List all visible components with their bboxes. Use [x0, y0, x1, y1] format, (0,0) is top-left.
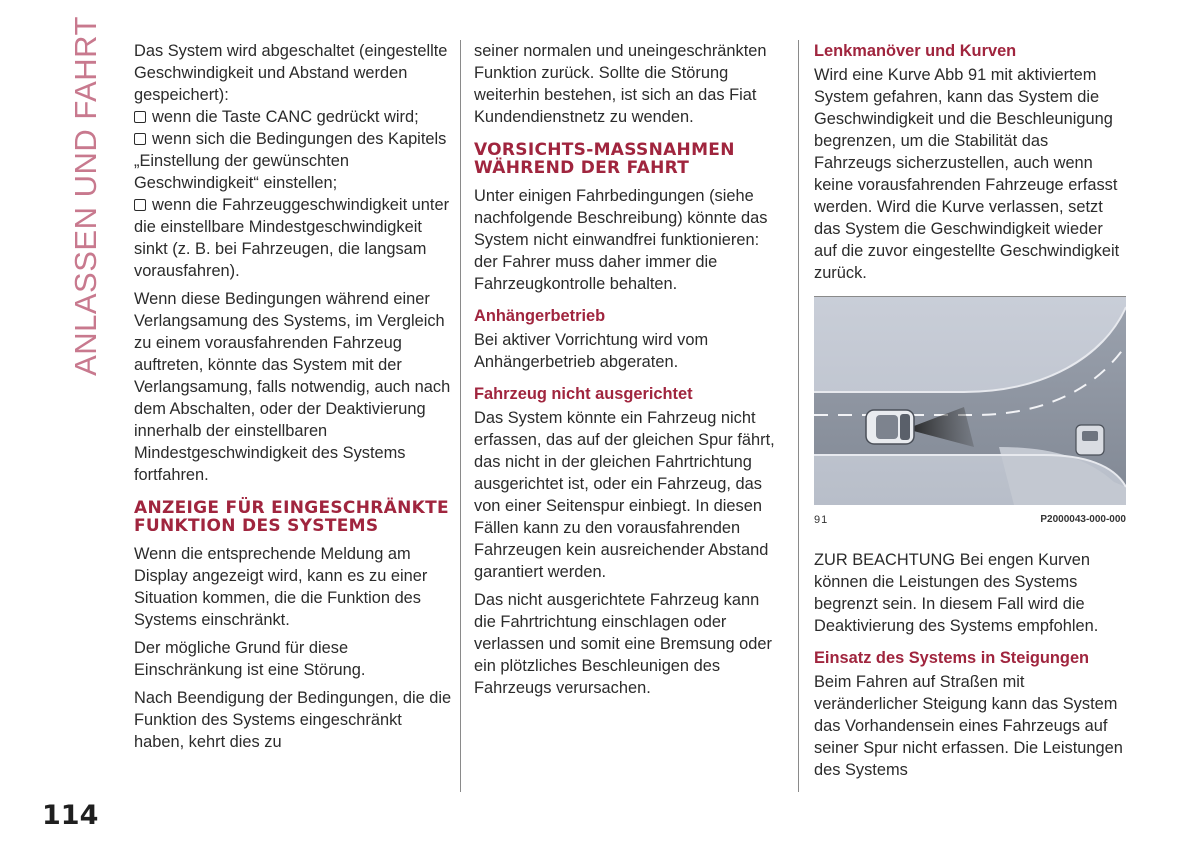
column-3: [814, 40, 1126, 787]
checkbox-bullet-icon: [134, 111, 146, 123]
heading: ANZEIGE FÜR EINGESCHRÄNKTE FUNKTION DES SYSTEMS: [134, 498, 449, 536]
vehicle-ahead-icon: [1076, 425, 1104, 455]
bullet-item: wenn sich die Bedingungen des Kapitels „Einstellung der gewünschten Geschwindigkeit“ einstellen;: [134, 130, 447, 192]
paragraph: Das nicht ausgerichtete Fahrzeug kann die Fahrtrichtung einschlagen oder verlassen und somit eine Bremsung oder ein plötzliches Beschleunigen des Fahrzeugs verursachen.: [474, 591, 772, 697]
heading: VORSICHTS-MASSNAHMEN WÄHREND DER FAHRT: [474, 140, 735, 178]
paragraph: Wird eine Kurve Abb 91 mit aktiviertem System gefahren, kann das System die Geschwindigkeit und die Beschleunigung begrenzen, um die Stabilität das Fahrzeugs sicherzustellen, auch wenn keine vorausfahrenden Fahrzeuge erfasst werden. Wird die Kurve verlassen, setzt das System die Geschwindigkeit wieder auf die zuvor eingestellte Geschwindigkeit zurück.: [814, 66, 1120, 282]
paragraph: ZUR BEACHTUNG Bei engen Kurven können die Leistungen des Systems begrenzt sein. In diesem Fall wird die Deaktivierung des Systems empfohlen.: [814, 551, 1099, 635]
column-1: [134, 40, 452, 759]
section-title: ANLASSEN UND FAHRT: [68, 16, 103, 376]
figure-code: P2000043-000-000: [1040, 514, 1126, 525]
paragraph: seiner normalen und uneingeschränkten Funktion zurück. Sollte die Störung weiterhin bestehen, ist sich an das Fiat Kundendienstnetz zu wenden.: [474, 42, 767, 126]
paragraph: Das System könnte ein Fahrzeug nicht erfassen, das auf der gleichen Spur fährt, das nicht in der gleichen Fahrtrichtung ausgerichtet ist, oder ein Fahrzeug, das von einer Seitenspur einbiegt. In diesen Fällen kann zu den vorausfahrenden Fahrzeugen kein ausreichender Abstand garantiert werden.: [474, 409, 775, 581]
bullet-item: wenn die Taste CANC gedrückt wird;: [134, 106, 452, 128]
road-curve-image: [814, 297, 1126, 505]
paragraph: Wenn diese Bedingungen während einer Verlangsamung des Systems, im Vergleich zu einem vorausfahrenden Fahrzeug auftreten, könnte das System mit der Verlangsamung, falls notwendig, auch nach dem Abschalten, oder der Deaktivierung innerhalb der einstellbaren Mindestgeschwindigkeit des Systems fortfahren.: [134, 290, 451, 484]
column-2: [474, 40, 784, 705]
paragraph: Beim Fahren auf Straßen mit veränderlicher Steigung kann das System das Vorhandensein eines Fahrzeugs auf seiner Spur nicht erfassen. Die Leistungen des Systems: [814, 673, 1123, 779]
subheading: Anhängerbetrieb: [474, 307, 606, 325]
figure-caption: [814, 509, 1126, 531]
paragraph: Nach Beendigung der Bedingungen, die die Funktion des Systems eingeschränkt haben, kehrt dies zu: [134, 689, 452, 751]
subheading: Lenkmanöver und Kurven: [814, 42, 1017, 60]
subheading: Einsatz des Systems in Steigungen: [814, 649, 1090, 667]
paragraph: Unter einigen Fahrbedingungen (siehe nachfolgende Beschreibung) könnte das System nicht einwandfrei funktionieren: der Fahrer muss daher immer die Fahrzeugkontrolle behalten.: [474, 187, 768, 293]
checkbox-bullet-icon: [134, 199, 146, 211]
figure-number: 91: [814, 514, 829, 526]
paragraph: Das System wird abgeschaltet (eingestellte Geschwindigkeit und Abstand werden gespeichert):: [134, 42, 448, 104]
bullet-item: wenn die Fahrzeuggeschwindigkeit unter die einstellbare Mindestgeschwindigkeit sinkt (z. B. bei Fahrzeugen, die langsam vorausfahren).: [134, 196, 450, 280]
paragraph: Der mögliche Grund für diese Einschränkung ist eine Störung.: [134, 639, 366, 679]
page-number: 114: [42, 800, 99, 831]
subheading: Fahrzeug nicht ausgerichtet: [474, 385, 693, 403]
column-divider: [798, 40, 799, 792]
column-divider: [460, 40, 461, 792]
curve-illustration: [814, 296, 1126, 505]
checkbox-bullet-icon: [134, 133, 146, 145]
own-car-icon: [866, 410, 914, 444]
paragraph: Bei aktiver Vorrichtung wird vom Anhängerbetrieb abgeraten.: [474, 331, 709, 371]
paragraph: Wenn die entsprechende Meldung am Display angezeigt wird, kann es zu einer Situation kommen, die die Funktion des Systems einschränkt.: [134, 545, 428, 629]
